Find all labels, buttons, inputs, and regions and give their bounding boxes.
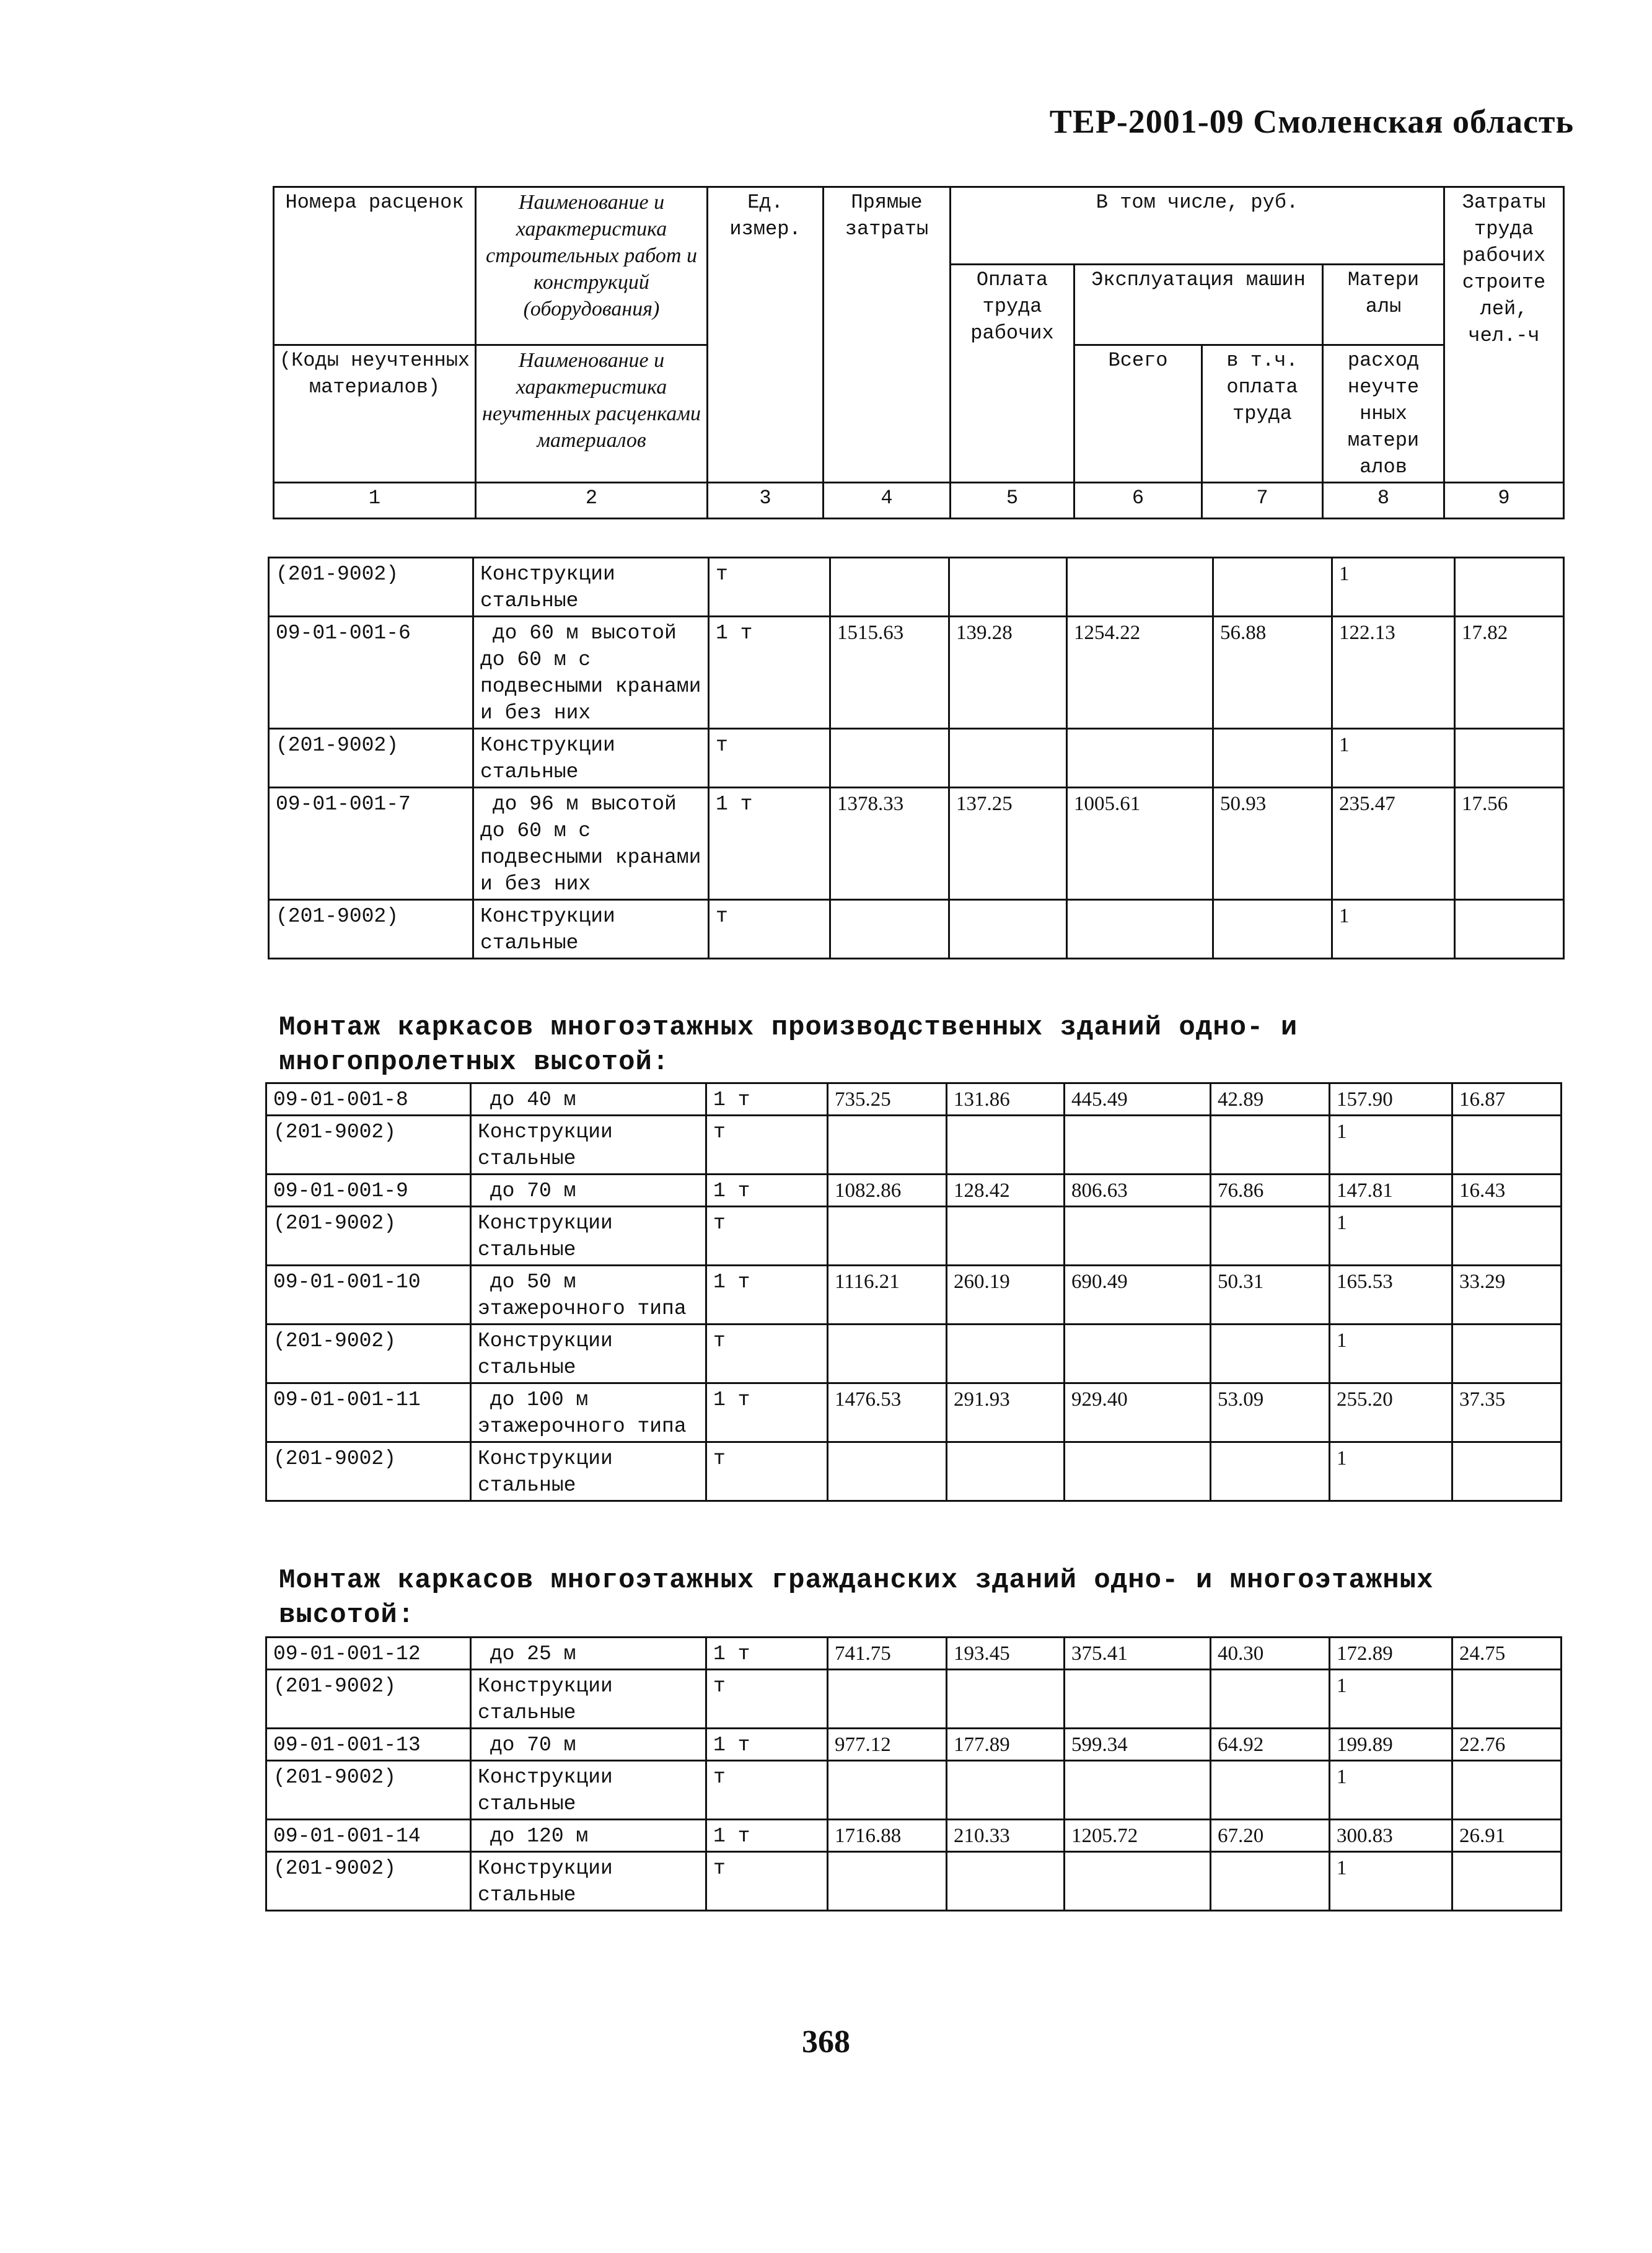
unit-cell: т: [706, 1116, 828, 1175]
direct-costs-cell: 1378.33: [830, 788, 949, 900]
materials-cell: 1: [1330, 1670, 1452, 1729]
work-name-cell: до 96 м высотой до 60 м с подвесными кранами и без них: [473, 788, 709, 900]
labor-costs-cell: [1455, 729, 1564, 788]
header-number: 3: [708, 483, 824, 519]
rate-code-cell: 09-01-001-13: [266, 1729, 471, 1761]
table-row: [266, 1207, 1562, 1266]
table-row: [269, 729, 1564, 788]
table-row: [266, 1638, 1562, 1670]
materials-cell: 1: [1330, 1852, 1452, 1911]
labor-costs-cell: 26.91: [1452, 1820, 1562, 1852]
table-row: [266, 1820, 1562, 1852]
rate-code-cell: 09-01-001-10: [266, 1266, 471, 1325]
worker-wage-cell: [947, 1442, 1065, 1501]
materials-cell: 147.81: [1330, 1175, 1452, 1207]
materials-cell: 1: [1330, 1442, 1452, 1501]
labor-costs-cell: [1455, 900, 1564, 959]
materials-cell: 1: [1330, 1207, 1452, 1266]
machines-total-cell: 929.40: [1065, 1383, 1211, 1442]
worker-wage-cell: [947, 1852, 1065, 1911]
machines-wage-cell: 76.86: [1211, 1175, 1330, 1207]
worker-wage-cell: 139.28: [949, 617, 1067, 729]
unit-cell: т: [706, 1852, 828, 1911]
worker-wage-cell: 193.45: [947, 1638, 1065, 1670]
worker-wage-cell: [947, 1670, 1065, 1729]
materials-cell: 157.90: [1330, 1083, 1452, 1116]
labor-costs-cell: [1452, 1442, 1562, 1501]
worker-wage-cell: [947, 1325, 1065, 1383]
materials-cell: 300.83: [1330, 1820, 1452, 1852]
labor-costs-cell: [1452, 1325, 1562, 1383]
machines-total-cell: 1005.61: [1067, 788, 1213, 900]
header-materials: Матери алы: [1323, 265, 1444, 345]
labor-costs-cell: 17.56: [1455, 788, 1564, 900]
machines-total-cell: [1067, 729, 1213, 788]
labor-costs-cell: 24.75: [1452, 1638, 1562, 1670]
direct-costs-cell: [830, 558, 949, 617]
unit-cell: 1 т: [706, 1638, 828, 1670]
worker-wage-cell: 260.19: [947, 1266, 1065, 1325]
rate-code-cell: (201-9002): [269, 729, 473, 788]
header-col2-top: Наименование и характеристика строительных работ и конструкций (оборудования): [476, 187, 708, 345]
machines-total-cell: 1205.72: [1065, 1820, 1211, 1852]
table-row: [266, 1175, 1562, 1207]
materials-cell: 235.47: [1332, 788, 1455, 900]
direct-costs-cell: 741.75: [828, 1638, 947, 1670]
work-name-cell: до 50 м этажерочного типа: [471, 1266, 706, 1325]
machines-wage-cell: [1213, 558, 1332, 617]
header-number: 5: [951, 483, 1074, 519]
direct-costs-cell: [828, 1325, 947, 1383]
materials-cell: 1: [1332, 558, 1455, 617]
worker-wage-cell: 128.42: [947, 1175, 1065, 1207]
direct-costs-cell: [830, 729, 949, 788]
page-title: ТЕР-2001-09 Смоленская область: [1049, 103, 1574, 140]
table-row: [266, 1670, 1562, 1729]
labor-costs-cell: [1452, 1116, 1562, 1175]
machines-total-cell: [1067, 558, 1213, 617]
machines-total-cell: [1065, 1442, 1211, 1501]
machines-total-cell: [1065, 1852, 1211, 1911]
machines-wage-cell: [1213, 900, 1332, 959]
work-name-cell: Конструкции стальные: [471, 1442, 706, 1501]
work-name-cell: Конструкции стальные: [471, 1852, 706, 1911]
machines-wage-cell: [1211, 1442, 1330, 1501]
machines-wage-cell: [1211, 1670, 1330, 1729]
unit-cell: т: [706, 1670, 828, 1729]
rates-table-2: [265, 1082, 1562, 1502]
table-row: [266, 1761, 1562, 1820]
machines-total-cell: [1065, 1670, 1211, 1729]
machines-total-cell: [1065, 1761, 1211, 1820]
work-name-cell: Конструкции стальные: [473, 558, 709, 617]
table-row: [266, 1852, 1562, 1911]
rate-code-cell: (201-9002): [266, 1116, 471, 1175]
direct-costs-cell: 1476.53: [828, 1383, 947, 1442]
machines-wage-cell: 40.30: [1211, 1638, 1330, 1670]
header-wage: Оплата труда рабочих: [951, 265, 1074, 483]
rate-code-cell: (201-9002): [266, 1852, 471, 1911]
rate-code-cell: 09-01-001-9: [266, 1175, 471, 1207]
header-machines-wage: в т.ч. оплата труда: [1202, 345, 1323, 483]
unit-cell: 1 т: [709, 788, 830, 900]
direct-costs-cell: [830, 900, 949, 959]
unit-cell: т: [709, 900, 830, 959]
direct-costs-cell: 977.12: [828, 1729, 947, 1761]
unit-cell: 1 т: [709, 617, 830, 729]
header-number: 6: [1074, 483, 1202, 519]
direct-costs-cell: 1116.21: [828, 1266, 947, 1325]
direct-costs-cell: 1716.88: [828, 1820, 947, 1852]
machines-wage-cell: 53.09: [1211, 1383, 1330, 1442]
header-machines-total: Всего: [1074, 345, 1202, 483]
materials-cell: 1: [1330, 1761, 1452, 1820]
rate-code-cell: (201-9002): [266, 1761, 471, 1820]
materials-cell: 199.89: [1330, 1729, 1452, 1761]
worker-wage-cell: [949, 558, 1067, 617]
labor-costs-cell: 37.35: [1452, 1383, 1562, 1442]
direct-costs-cell: [828, 1207, 947, 1266]
work-name-cell: Конструкции стальные: [471, 1116, 706, 1175]
materials-cell: 255.20: [1330, 1383, 1452, 1442]
rate-code-cell: 09-01-001-11: [266, 1383, 471, 1442]
direct-costs-cell: 1515.63: [830, 617, 949, 729]
rate-code-cell: (201-9002): [266, 1325, 471, 1383]
machines-total-cell: 690.49: [1065, 1266, 1211, 1325]
machines-wage-cell: [1211, 1207, 1330, 1266]
machines-total-cell: [1065, 1325, 1211, 1383]
rate-code-cell: (201-9002): [266, 1207, 471, 1266]
rate-code-cell: 09-01-001-6: [269, 617, 473, 729]
machines-wage-cell: [1213, 729, 1332, 788]
header-group: В том числе, руб.: [951, 187, 1444, 265]
table-row: [266, 1383, 1562, 1442]
labor-costs-cell: 33.29: [1452, 1266, 1562, 1325]
unit-cell: т: [706, 1325, 828, 1383]
worker-wage-cell: [947, 1761, 1065, 1820]
section-title: Монтаж каркасов многоэтажных гражданских зданий одно- и многоэтажных высотой:: [279, 1565, 1434, 1631]
direct-costs-cell: 1082.86: [828, 1175, 947, 1207]
unit-cell: 1 т: [706, 1175, 828, 1207]
table-row: [266, 1083, 1562, 1116]
rate-code-cell: 09-01-001-8: [266, 1083, 471, 1116]
table-row: [266, 1116, 1562, 1175]
rate-code-cell: 09-01-001-12: [266, 1638, 471, 1670]
work-name-cell: до 60 м высотой до 60 м с подвесными кранами и без них: [473, 617, 709, 729]
labor-costs-cell: [1452, 1852, 1562, 1911]
machines-wage-cell: 50.93: [1213, 788, 1332, 900]
header-machines: Эксплуатация машин: [1074, 265, 1323, 345]
materials-cell: 1: [1330, 1325, 1452, 1383]
work-name-cell: до 120 м: [471, 1820, 706, 1852]
work-name-cell: до 100 м этажерочного типа: [471, 1383, 706, 1442]
labor-costs-cell: 16.87: [1452, 1083, 1562, 1116]
worker-wage-cell: 210.33: [947, 1820, 1065, 1852]
header-col1-top: Номера расценок: [274, 187, 476, 345]
machines-wage-cell: 42.89: [1211, 1083, 1330, 1116]
labor-costs-cell: [1452, 1761, 1562, 1820]
table-row: [269, 788, 1564, 900]
unit-cell: т: [709, 729, 830, 788]
unit-cell: т: [706, 1442, 828, 1501]
table-row: [269, 558, 1564, 617]
materials-cell: 1: [1332, 729, 1455, 788]
work-name-cell: Конструкции стальные: [473, 900, 709, 959]
machines-total-cell: [1067, 900, 1213, 959]
rate-code-cell: (201-9002): [266, 1442, 471, 1501]
unit-cell: т: [709, 558, 830, 617]
machines-total-cell: 1254.22: [1067, 617, 1213, 729]
worker-wage-cell: [949, 729, 1067, 788]
header-number: 4: [824, 483, 951, 519]
rate-code-cell: (201-9002): [266, 1670, 471, 1729]
table-row: [269, 617, 1564, 729]
machines-wage-cell: [1211, 1761, 1330, 1820]
worker-wage-cell: [947, 1116, 1065, 1175]
direct-costs-cell: [828, 1852, 947, 1911]
direct-costs-cell: [828, 1670, 947, 1729]
machines-total-cell: [1065, 1116, 1211, 1175]
labor-costs-cell: 22.76: [1452, 1729, 1562, 1761]
rates-table-1: [268, 557, 1565, 959]
header-number: 7: [1202, 483, 1323, 519]
machines-wage-cell: [1211, 1116, 1330, 1175]
direct-costs-cell: [828, 1761, 947, 1820]
machines-wage-cell: 67.20: [1211, 1820, 1330, 1852]
worker-wage-cell: 131.86: [947, 1083, 1065, 1116]
unit-cell: 1 т: [706, 1383, 828, 1442]
table-row: [266, 1325, 1562, 1383]
table-row: [266, 1729, 1562, 1761]
materials-cell: 1: [1332, 900, 1455, 959]
section-title: Монтаж каркасов многоэтажных производственных зданий одно- и многопролетных высотой:: [279, 1012, 1298, 1078]
header-materials-bottom: расход неучте нных матери алов: [1323, 345, 1444, 483]
rates-table-3: [265, 1636, 1562, 1911]
unit-cell: т: [706, 1761, 828, 1820]
table-header: [273, 186, 1565, 519]
rate-code-cell: (201-9002): [269, 900, 473, 959]
machines-wage-cell: [1211, 1325, 1330, 1383]
work-name-cell: до 70 м: [471, 1175, 706, 1207]
header-col1-bottom: (Коды неучтенных материалов): [274, 345, 476, 483]
unit-cell: т: [706, 1207, 828, 1266]
labor-costs-cell: [1452, 1207, 1562, 1266]
worker-wage-cell: [947, 1207, 1065, 1266]
direct-costs-cell: [828, 1442, 947, 1501]
header-labor: Затраты труда рабочих строите лей, чел.-ч: [1444, 187, 1564, 483]
worker-wage-cell: 291.93: [947, 1383, 1065, 1442]
labor-costs-cell: 16.43: [1452, 1175, 1562, 1207]
materials-cell: 165.53: [1330, 1266, 1452, 1325]
materials-cell: 122.13: [1332, 617, 1455, 729]
unit-cell: 1 т: [706, 1729, 828, 1761]
machines-wage-cell: 64.92: [1211, 1729, 1330, 1761]
worker-wage-cell: 177.89: [947, 1729, 1065, 1761]
rate-code-cell: 09-01-001-7: [269, 788, 473, 900]
worker-wage-cell: [949, 900, 1067, 959]
materials-cell: 1: [1330, 1116, 1452, 1175]
rate-code-cell: (201-9002): [269, 558, 473, 617]
table-row: [266, 1442, 1562, 1501]
work-name-cell: Конструкции стальные: [471, 1670, 706, 1729]
header-number: 2: [476, 483, 708, 519]
direct-costs-cell: 735.25: [828, 1083, 947, 1116]
header-direct-costs: Прямые затраты: [824, 187, 951, 483]
table-row: [266, 1266, 1562, 1325]
work-name-cell: Конструкции стальные: [471, 1761, 706, 1820]
labor-costs-cell: [1455, 558, 1564, 617]
header-col2-bottom: Наименование и характеристика неучтенных расценками материалов: [476, 345, 708, 483]
header-number: 1: [274, 483, 476, 519]
machines-wage-cell: 50.31: [1211, 1266, 1330, 1325]
work-name-cell: до 25 м: [471, 1638, 706, 1670]
machines-wage-cell: 56.88: [1213, 617, 1332, 729]
work-name-cell: Конструкции стальные: [471, 1325, 706, 1383]
materials-cell: 172.89: [1330, 1638, 1452, 1670]
machines-total-cell: [1065, 1207, 1211, 1266]
machines-total-cell: 445.49: [1065, 1083, 1211, 1116]
machines-total-cell: 806.63: [1065, 1175, 1211, 1207]
header-unit: Ед. измер.: [708, 187, 824, 483]
labor-costs-cell: 17.82: [1455, 617, 1564, 729]
rate-code-cell: 09-01-001-14: [266, 1820, 471, 1852]
work-name-cell: Конструкции стальные: [471, 1207, 706, 1266]
header-number: 8: [1323, 483, 1444, 519]
work-name-cell: до 70 м: [471, 1729, 706, 1761]
direct-costs-cell: [828, 1116, 947, 1175]
labor-costs-cell: [1452, 1670, 1562, 1729]
unit-cell: 1 т: [706, 1266, 828, 1325]
unit-cell: 1 т: [706, 1820, 828, 1852]
header-number: 9: [1444, 483, 1564, 519]
page-number: 368: [802, 2024, 850, 2060]
machines-total-cell: 599.34: [1065, 1729, 1211, 1761]
work-name-cell: до 40 м: [471, 1083, 706, 1116]
worker-wage-cell: 137.25: [949, 788, 1067, 900]
unit-cell: 1 т: [706, 1083, 828, 1116]
machines-total-cell: 375.41: [1065, 1638, 1211, 1670]
machines-wage-cell: [1211, 1852, 1330, 1911]
work-name-cell: Конструкции стальные: [473, 729, 709, 788]
table-row: [269, 900, 1564, 959]
